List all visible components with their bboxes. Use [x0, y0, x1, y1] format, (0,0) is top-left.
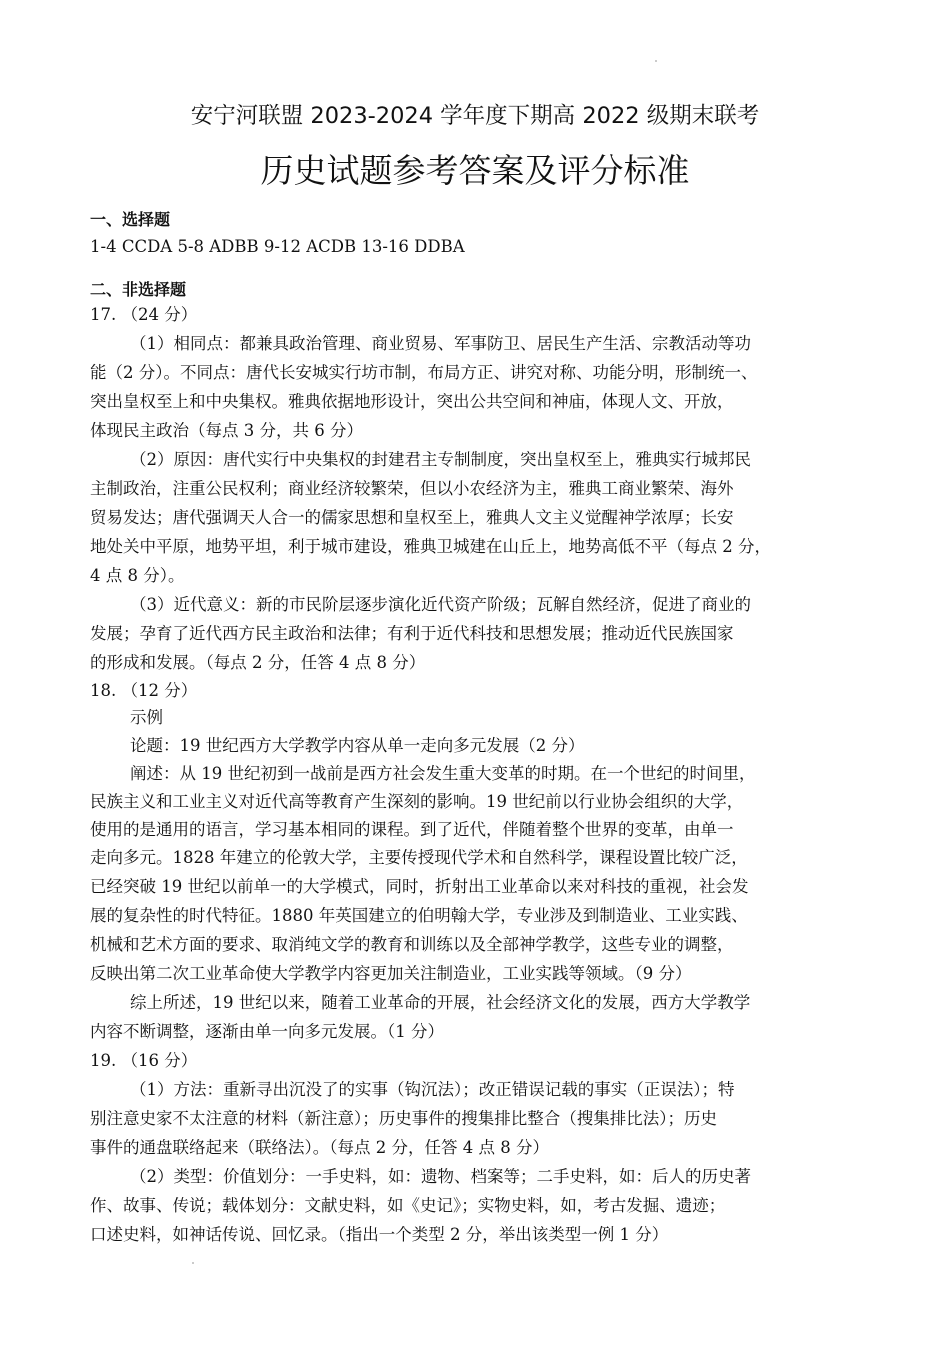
- text-line: 能（2 分）。不同点：唐代长安城实行坊市制，布局方正、讲究对称、功能分明，形制统一、: [90, 363, 758, 382]
- section-heading: 二、非选择题: [90, 280, 187, 299]
- text-line: 的形成和发展。（每点 2 分，任答 4 点 8 分）: [90, 653, 426, 672]
- text-line: 4 点 8 分）。: [90, 566, 185, 585]
- text-line: 体现民主政治（每点 3 分，共 6 分）: [90, 421, 363, 440]
- text-line: 内容不断调整，逐渐由单一向多元发展。（1 分）: [90, 1022, 444, 1041]
- text-line: 作、故事、传说；载体划分：文献史料，如《史记》；实物史料，如，考古发掘、遗迹；: [90, 1196, 726, 1215]
- document-title: 历史试题参考答案及评分标准: [260, 151, 690, 190]
- text-line: 突出皇权至上和中央集权。雅典依据地形设计，突出公共空间和神庙，体现人文、开放，: [90, 392, 734, 411]
- text-line: 主制政治，注重公民权利；商业经济较繁荣，但以小农经济为主，雅典工商业繁荣、海外: [90, 479, 734, 498]
- text-line: 论题：19 世纪西方大学教学内容从单一走向多元发展（2 分）: [130, 736, 585, 755]
- text-line: 别注意史家不太注意的材料（新注意）；历史事件的搜集排比整合（搜集排比法）；历史: [90, 1109, 717, 1128]
- text-line: 事件的通盘联络起来（联络法）。（每点 2 分，任答 4 点 8 分）: [90, 1138, 549, 1157]
- text-line: （3）近代意义：新的市民阶层逐步演化近代资产阶级；瓦解自然经济，促进了商业的: [130, 595, 751, 614]
- text-line: 17. （24 分）: [90, 305, 198, 324]
- text-line: 口述史料，如神话传说、回忆录。（指出一个类型 2 分，举出该类型一例 1 分）: [90, 1225, 669, 1244]
- text-line: （2）原因：唐代实行中央集权的封建君主专制制度，突出皇权至上，雅典实行城邦民: [130, 450, 751, 469]
- text-line: 19. （16 分）: [90, 1051, 198, 1070]
- text-line: 已经突破 19 世纪以前单一的大学模式，同时，折射出工业革命以来对科技的重视，社会发: [90, 877, 749, 896]
- text-line: 发展；孕育了近代西方民主政治和法律；有利于近代科技和思想发展；推动近代民族国家: [90, 624, 734, 643]
- text-line: 贸易发达；唐代强调天人合一的儒家思想和皇权至上，雅典人文主义觉醒神学浓厚；长安: [90, 508, 734, 527]
- text-line: 使用的是通用的语言，学习基本相同的课程。到了近代，伴随着整个世界的变革，由单一: [90, 820, 734, 839]
- text-line: 走向多元。1828 年建立的伦敦大学，主要传授现代学术和自然科学，课程设置比较广泛，: [90, 848, 748, 867]
- scan-speck: [192, 1262, 194, 1264]
- scan-speck: [655, 60, 657, 62]
- text-line: 机械和艺术方面的要求、取消纯文学的教育和训练以及全部神学教学，这些专业的调整，: [90, 935, 734, 954]
- text-line: 民族主义和工业主义对近代高等教育产生深刻的影响。19 世纪前以行业协会组织的大学，: [90, 792, 744, 811]
- text-line: 展的复杂性的时代特征。1880 年英国建立的伯明翰大学，专业涉及到制造业、工业实践、: [90, 906, 748, 925]
- text-line: 示例: [130, 708, 163, 727]
- section-heading: 一、选择题: [90, 210, 171, 229]
- exam-title: 安宁河联盟 2023-2024 学年度下期高 2022 级期末联考: [190, 103, 760, 129]
- text-line: （1）相同点：都兼具政治管理、商业贸易、军事防卫、居民生产生活、宗教活动等功: [130, 334, 751, 353]
- text-line: 18. （12 分）: [90, 681, 198, 700]
- text-line: （2）类型：价值划分：一手史料，如：遗物、档案等；二手史料，如：后人的历史著: [130, 1167, 751, 1186]
- text-line: 阐述：从 19 世纪初到一战前是西方社会发生重大变革的时期。在一个世纪的时间里，: [130, 764, 756, 783]
- text-line: 地处关中平原，地势平坦，利于城市建设，雅典卫城建在山丘上，地势高低不平（每点 2 分，: [90, 537, 771, 556]
- text-line: 综上所述，19 世纪以来，随着工业革命的开展，社会经济文化的发展，西方大学教学: [130, 993, 751, 1012]
- text-line: 反映出第二次工业革命使大学教学内容更加关注制造业，工业实践等领域。（9 分）: [90, 964, 692, 983]
- text-line: 1-4 CCDA 5-8 ADBB 9-12 ACDB 13-16 DDBA: [90, 237, 465, 256]
- text-line: （1）方法：重新寻出沉没了的实事（钩沉法）；改正错误记载的事实（正误法）；特: [130, 1080, 735, 1099]
